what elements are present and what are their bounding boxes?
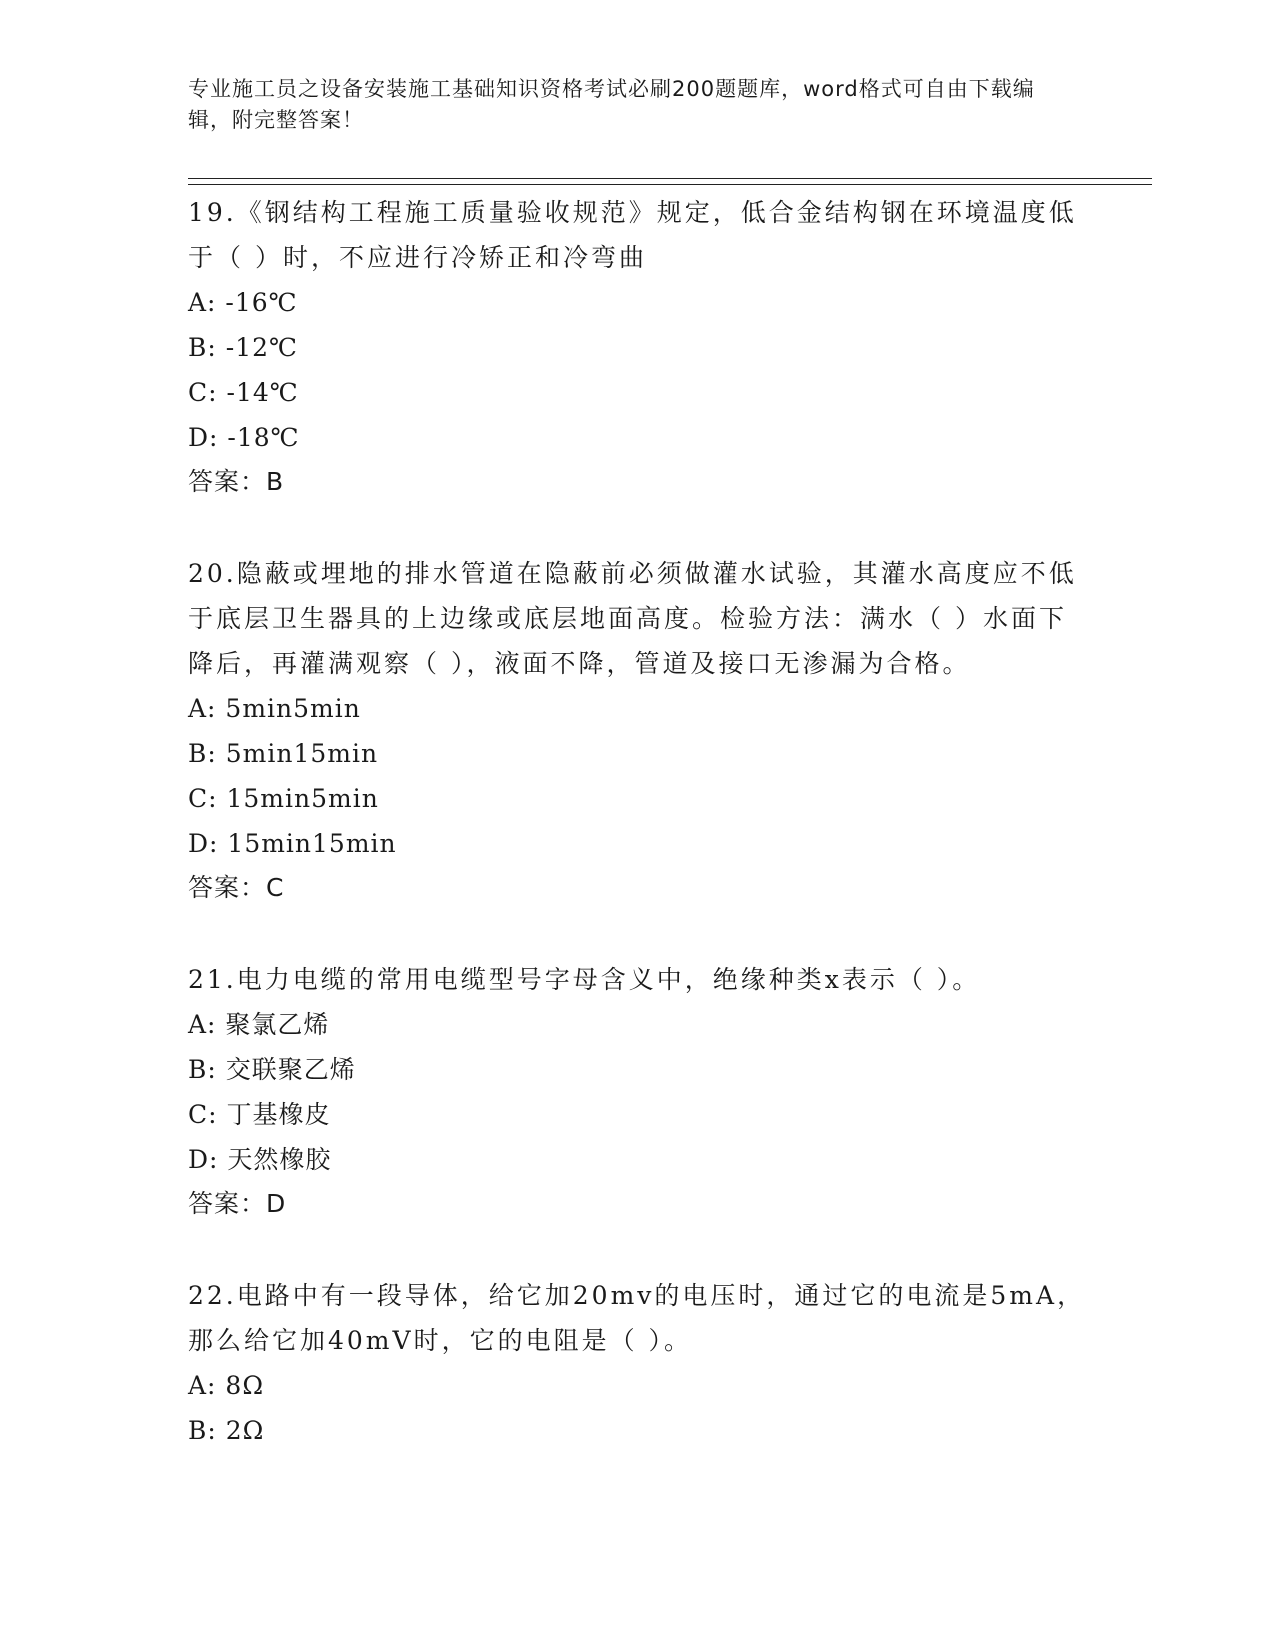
document-header: 专业施工员之设备安装施工基础知识资格考试必刷200题题库，word格式可自由下载编辑，附完整答案！ xyxy=(188,77,1035,132)
option-d: D: -18℃ xyxy=(188,423,300,452)
question-19 xyxy=(188,190,1088,504)
question-stem: 20.隐蔽或埋地的排水管道在隐蔽前必须做灌水试验，其灌水高度应不低于底层卫生器具的上边缘或底层地面高度。检验方法：满水（ ）水面下降后，再灌满观察（ ），液面不降，管道及接口无渗漏为合格。 xyxy=(188,559,1077,678)
option-a: A: 8Ω xyxy=(188,1371,265,1400)
header-divider-bottom xyxy=(188,184,1152,185)
option-c: C: 15min5min xyxy=(188,784,379,813)
option-a: A: -16℃ xyxy=(188,288,298,317)
answer-label: 答案：C xyxy=(188,873,285,902)
header-divider-top xyxy=(188,178,1152,179)
option-b: B: -12℃ xyxy=(188,333,298,362)
option-d: D: 天然橡胶 xyxy=(188,1145,332,1174)
question-22 xyxy=(188,1273,1088,1453)
option-a: A: 5min5min xyxy=(188,694,361,723)
question-gap xyxy=(188,910,1088,957)
question-gap xyxy=(188,1226,1088,1273)
option-c: C: -14℃ xyxy=(188,378,299,407)
question-gap xyxy=(188,504,1088,551)
option-b: B: 交联聚乙烯 xyxy=(188,1055,356,1084)
question-21 xyxy=(188,957,1088,1226)
option-b: B: 5min15min xyxy=(188,739,379,768)
question-stem: 21.电力电缆的常用电缆型号字母含义中，绝缘种类x表示（ ）。 xyxy=(188,965,981,994)
question-stem: 19.《钢结构工程施工质量验收规范》规定，低合金结构钢在环境温度低于（ ）时，不应进行冷矫正和冷弯曲 xyxy=(188,198,1077,272)
answer-label: 答案：B xyxy=(188,467,285,496)
option-a: A: 聚氯乙烯 xyxy=(188,1010,330,1039)
question-list xyxy=(188,190,1088,1453)
answer-label: 答案：D xyxy=(188,1189,287,1218)
option-b: B: 2Ω xyxy=(188,1416,265,1445)
question-20 xyxy=(188,551,1088,910)
option-d: D: 15min15min xyxy=(188,829,397,858)
question-stem: 22.电路中有一段导体，给它加20mv的电压时，通过它的电流是5mA，那么给它加40mV时，它的电阻是（ ）。 xyxy=(188,1281,1086,1355)
option-c: C: 丁基橡皮 xyxy=(188,1100,331,1129)
